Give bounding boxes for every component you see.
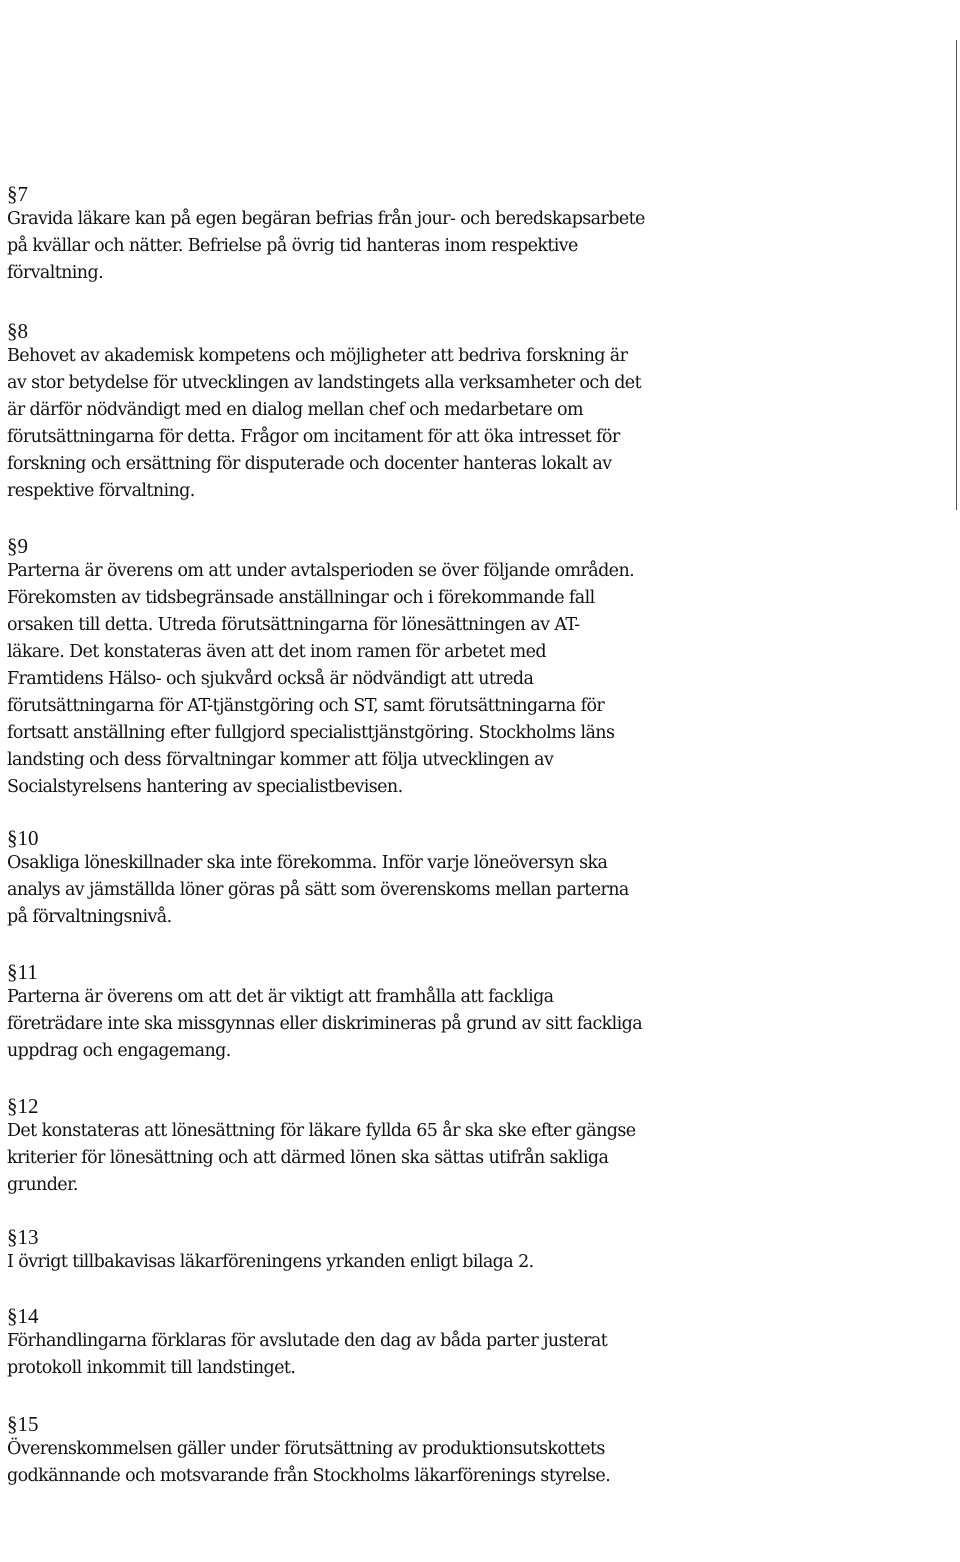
- text-line: på kvällar och nätter. Befrielse på övrig tid hanteras inom respektive: [7, 236, 578, 256]
- text-line: forskning och ersättning för disputerade och docenter hanteras lokalt av: [7, 454, 612, 474]
- text-line: godkännande och motsvarande från Stockholms läkarförenings styrelse.: [7, 1466, 611, 1486]
- text-line: Överenskommelsen gäller under förutsättning av produktionsutskottets: [7, 1439, 605, 1459]
- section-heading: §8: [7, 319, 28, 343]
- text-line: respektive förvaltning.: [7, 481, 195, 501]
- text-line: Framtidens Hälso- och sjukvård också är nödvändigt att utreda: [7, 669, 534, 689]
- section-7: [7, 182, 707, 287]
- text-line: orsaken till detta. Utreda förutsättningarna för lönesättningen av AT-: [7, 615, 580, 635]
- text-line: läkare. Det konstateras även att det inom ramen för arbetet med: [7, 642, 546, 662]
- section-9: [7, 534, 707, 801]
- section-heading: §15: [7, 1412, 39, 1436]
- section-10: [7, 826, 707, 931]
- section-12: [7, 1094, 707, 1199]
- section-heading: §13: [7, 1225, 39, 1249]
- text-line: fortsatt anställning efter fullgjord specialisttjänstgöring. Stockholms läns: [7, 723, 615, 743]
- margin-line: [956, 40, 957, 510]
- text-line: Parterna är överens om att under avtalsperioden se över följande områden.: [7, 561, 635, 581]
- section-heading: §9: [7, 534, 28, 558]
- section-8: [7, 319, 707, 505]
- section-heading: §12: [7, 1094, 39, 1118]
- text-line: förutsättningarna för detta. Frågor om incitament för att öka intresset för: [7, 427, 620, 447]
- section-heading: §7: [7, 182, 28, 206]
- text-line: är därför nödvändigt med en dialog mellan chef och medarbetare om: [7, 400, 583, 420]
- text-line: förvaltning.: [7, 263, 104, 283]
- text-line: av stor betydelse för utvecklingen av landstingets alla verksamheter och det: [7, 373, 641, 393]
- text-line: landsting och dess förvaltningar kommer att följa utvecklingen av: [7, 750, 554, 770]
- text-line: Socialstyrelsens hantering av specialistbevisen.: [7, 777, 403, 797]
- text-line: Behovet av akademisk kompetens och möjligheter att bedriva forskning är: [7, 346, 628, 366]
- text-line: Osakliga löneskillnader ska inte förekomma. Inför varje löneöversyn ska: [7, 853, 608, 873]
- text-line: analys av jämställda löner göras på sätt som överenskoms mellan parterna: [7, 880, 629, 900]
- section-heading: §10: [7, 826, 39, 850]
- text-line: kriterier för lönesättning och att därmed lönen ska sättas utifrån sakliga: [7, 1148, 609, 1168]
- section-13: [7, 1225, 707, 1276]
- section-15: [7, 1412, 707, 1490]
- text-line: på förvaltningsnivå.: [7, 907, 172, 927]
- section-11: [7, 960, 707, 1065]
- section-14: [7, 1304, 707, 1382]
- section-heading: §14: [7, 1304, 39, 1328]
- text-line: Förhandlingarna förklaras för avslutade den dag av båda parter justerat: [7, 1331, 608, 1351]
- text-line: Förekomsten av tidsbegränsade anställningar och i förekommande fall: [7, 588, 595, 608]
- text-line: protokoll inkommit till landstinget.: [7, 1358, 296, 1378]
- text-line: I övrigt tillbakavisas läkarföreningens yrkanden enligt bilaga 2.: [7, 1252, 534, 1272]
- section-heading: §11: [7, 960, 38, 984]
- text-line: företrädare inte ska missgynnas eller diskrimineras på grund av sitt fackliga: [7, 1014, 643, 1034]
- text-line: uppdrag och engagemang.: [7, 1041, 231, 1061]
- text-line: Det konstateras att lönesättning för läkare fyllda 65 år ska ske efter gängse: [7, 1121, 636, 1141]
- text-line: förutsättningarna för AT-tjänstgöring och ST, samt förutsättningarna för: [7, 696, 605, 716]
- text-line: Parterna är överens om att det är viktigt att framhålla att fackliga: [7, 987, 554, 1007]
- text-line: Gravida läkare kan på egen begäran befrias från jour- och beredskapsarbete: [7, 209, 645, 229]
- text-line: grunder.: [7, 1175, 78, 1195]
